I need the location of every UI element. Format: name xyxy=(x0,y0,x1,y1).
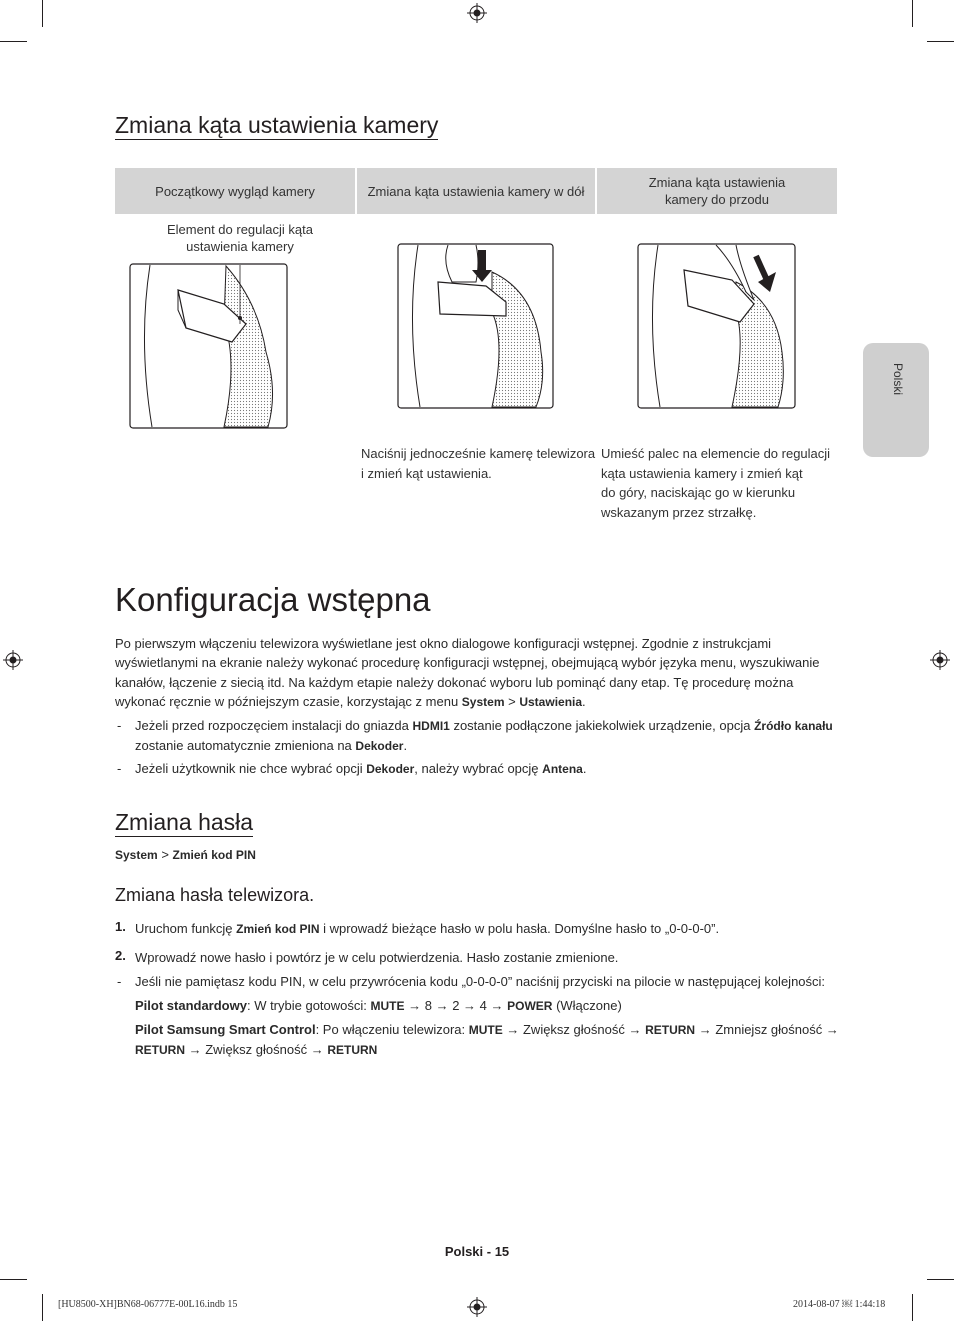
standard-remote-sequence: Pilot standardowy: W trybie gotowości: MUTE → 8 → 2 → 4 → POWER (Włączone) xyxy=(135,998,622,1013)
print-info-timestamp: 2014-08-07 ￼ 1:44:18 xyxy=(793,1299,886,1310)
callout-adjuster-label: Element do regulacji kąta ustawienia kamery xyxy=(167,222,313,254)
menu-settings-link: Ustawienia xyxy=(519,694,583,709)
step-2: Wprowadź nowe hasło i powtórz je w celu potwierdzenia. Hasło zostanie zmienione. xyxy=(135,950,619,965)
crop-mark xyxy=(0,1279,27,1280)
crop-mark xyxy=(42,1294,43,1321)
caption-press-down: Naciśnij jednocześnie kamerę telewizora i zmień kąt ustawienia. xyxy=(361,446,596,481)
bullet-dash: - xyxy=(117,761,122,776)
smart-remote-sequence: Pilot Samsung Smart Control: Po włączeniu telewizora: MUTE → Zwiększ głośność → RETURN → Zmniejsz głośność → RETURN → Zwiększ głośność → RETURN xyxy=(135,1022,839,1058)
camera-down-illustration xyxy=(396,242,556,410)
table-header-down: Zmiana kąta ustawienia kamery w dół xyxy=(357,168,595,214)
note-dash: - xyxy=(117,974,122,989)
registration-mark-icon xyxy=(467,3,487,23)
section-title-camera-angle: Zmiana kąta ustawienia kamery xyxy=(115,112,439,138)
caption-tilt-forward: Umieść palec na elemencie do regulacji kąta ustawienia kamery i zmień kąt do góry, naciskając go w kierunku wskazanym przez strzałkę. xyxy=(601,446,831,520)
table-header-forward: Zmiana kąta ustawienia kamery do przodu xyxy=(597,168,837,214)
section-title-change-password: Zmiana hasła xyxy=(115,809,254,835)
bullet-dash: - xyxy=(117,718,122,733)
step-number: 2. xyxy=(115,948,126,963)
camera-forward-illustration xyxy=(636,242,798,410)
registration-mark-icon xyxy=(467,1297,487,1317)
registration-mark-icon xyxy=(3,650,23,670)
crop-mark xyxy=(927,41,954,42)
bullet-hdmi: Jeżeli przed rozpoczęciem instalacji do gniazda HDMI1 zostanie podłączone jakiekolwiek urządzenie, opcja Źródło kanału zostanie automatycznie zmieniona na Dekoder. xyxy=(135,718,833,754)
bullet-decoder: Jeżeli użytkownik nie chce wybrać opcji Dekoder, należy wybrać opcję Antena. xyxy=(135,761,587,776)
section-title-initial-setup: Konfiguracja wstępna xyxy=(115,581,431,618)
print-info-file: [HU8500-XH]BN68-06777E-00L16.indb 15 xyxy=(58,1299,238,1310)
crop-mark xyxy=(0,41,27,42)
intro-paragraph: Po pierwszym włączeniu telewizora wyświetlane jest okno dialogowe konfiguracji wstępnej. Zgodnie z instrukcjami wyświetlanymi na ekranie należy wykonać procedurę konfiguracji wstępnej, obejmującą wybór języka menu, wyszukiwanie kanałów, łączenie z siecią itd. Na każdym etapie należy dokonać wyboru lub pominąć dany etap. Tę procedurę można wykonać ręcznie w późniejszym czasie, korzystając z menu System > Ustawienia. xyxy=(115,636,820,709)
menu-path: System > Zmień kod PIN xyxy=(115,847,256,862)
crop-mark xyxy=(912,1294,913,1321)
registration-mark-icon xyxy=(930,650,950,670)
table-header-initial: Początkowy wygląd kamery xyxy=(115,168,355,214)
page-number: Polski - 15 xyxy=(444,1244,510,1259)
crop-mark xyxy=(42,0,43,27)
crop-mark xyxy=(912,0,913,27)
crop-mark xyxy=(927,1279,954,1280)
subsection-title-tv-password: Zmiana hasła telewizora. xyxy=(115,885,315,905)
language-tab-label: Polski xyxy=(891,363,905,396)
language-tab[interactable] xyxy=(863,343,929,457)
step-number: 1. xyxy=(115,919,126,934)
pin-reset-note: Jeśli nie pamiętasz kodu PIN, w celu przywrócenia kodu „0-0-0-0” naciśnij przyciski na pilocie w następującej kolejności: xyxy=(135,974,826,989)
menu-system-link: System xyxy=(461,694,505,709)
step-1: Uruchom funkcję Zmień kod PIN i wprowadź bieżące hasło w polu hasła. Domyślne hasło to „0-0-0-0”. xyxy=(135,921,720,936)
camera-initial-illustration xyxy=(128,262,290,430)
